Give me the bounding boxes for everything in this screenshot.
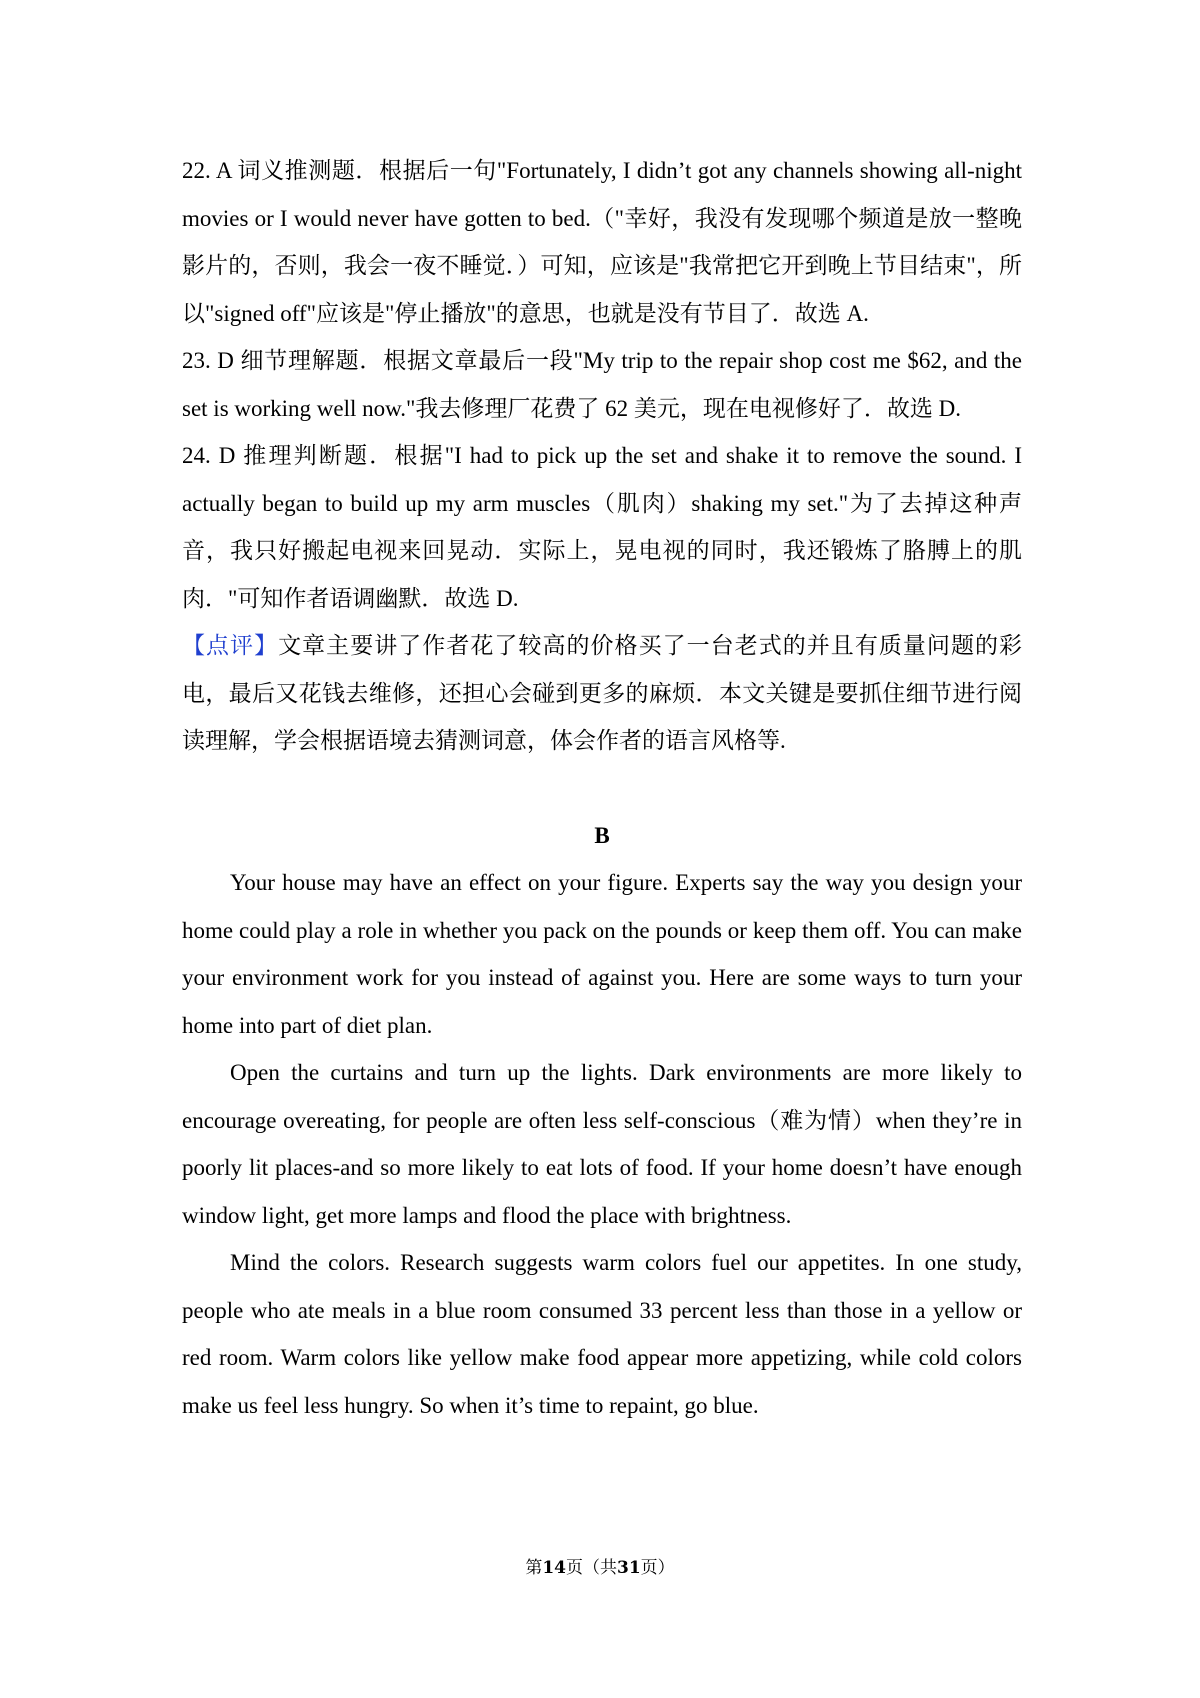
answer-number: 22. <box>182 158 211 183</box>
answer-22 <box>182 147 1022 337</box>
comment-paragraph <box>182 622 1022 765</box>
footer-suffix: 页） <box>640 1558 675 1578</box>
passage-paragraph-2: Open the curtains and turn up the lights. Dark environments are more likely to encourage overeating, for people are often less self-conscious（难为情）when they’re in poorly lit places-and so more likely to eat lots of food. If your home doesn’t have enough window light, get more lamps and flood the place with brightness. <box>182 1060 1022 1228</box>
answer-choice: D <box>218 443 236 468</box>
answer-explanation: 细节理解题．根据文章最后一段"My trip to the repair shop cost me $62, and the set is working well now."我去修理厂花费了 62 美元，现在电视修好了．故选 D. <box>182 348 1022 421</box>
page-footer <box>0 1553 1200 1578</box>
answer-choice: D <box>217 348 234 373</box>
answer-choice: A <box>215 158 232 183</box>
section-title: B <box>594 822 610 848</box>
passage-paragraph-3: Mind the colors. Research suggests warm colors fuel our appetites. In one study, people who ate meals in a blue room consumed 33 percent less than those in a yellow or red room. Warm colors like yellow make food appear more appetizing, while cold colors make us feel less hungry. So when it’s time to repaint, go blue. <box>182 1250 1022 1418</box>
comment-label: 【点评】 <box>182 633 279 658</box>
answer-explanation: 词义推测题．根据后一句"Fortunately, I didn’t got any channels showing all-night movies or I would never have gotten to bed.（"幸好，我没有发现哪个频道是放一整晚影片的，否则，我会一夜不睡觉．）可知，应该是"我常把它开到晚上节目结束"，所以"signed off"应该是"停止播放"的意思，也就是没有节目了．故选 A. <box>182 158 1023 326</box>
answer-24 <box>182 432 1022 622</box>
footer-middle: 页（共 <box>566 1558 617 1578</box>
answer-number: 23. <box>182 348 211 373</box>
answer-explanation: 推理判断题．根据"I had to pick up the set and shake it to remove the sound. I actually began to build up my arm muscles（肌肉）shaking my set."为了去掉这种声音，我只好搬起电视来回晃动．实际上，晃电视的同时，我还锻炼了胳膊上的肌肉．"可知作者语调幽默．故选 D. <box>182 443 1023 611</box>
comment-text: 文章主要讲了作者花了较高的价格买了一台老式的并且有质量问题的彩电，最后又花钱去维修，还担心会碰到更多的麻烦．本文关键是要抓住细节进行阅读理解，学会根据语境去猜测词意，体会作者的语言风格等. <box>182 633 1023 753</box>
passage-paragraph-1: Your house may have an effect on your figure. Experts say the way you design your home could play a role in whether you pack on the pounds or keep them off. You can make your environment work for you instead of against you. Here are some ways to turn your home into part of diet plan. <box>182 870 1022 1038</box>
answer-23 <box>182 337 1022 432</box>
answer-number: 24. <box>182 443 211 468</box>
footer-page-number: 14 <box>542 1558 566 1578</box>
footer-prefix: 第 <box>525 1558 543 1578</box>
footer-total-pages: 31 <box>617 1558 641 1578</box>
document-body <box>182 147 1022 1429</box>
